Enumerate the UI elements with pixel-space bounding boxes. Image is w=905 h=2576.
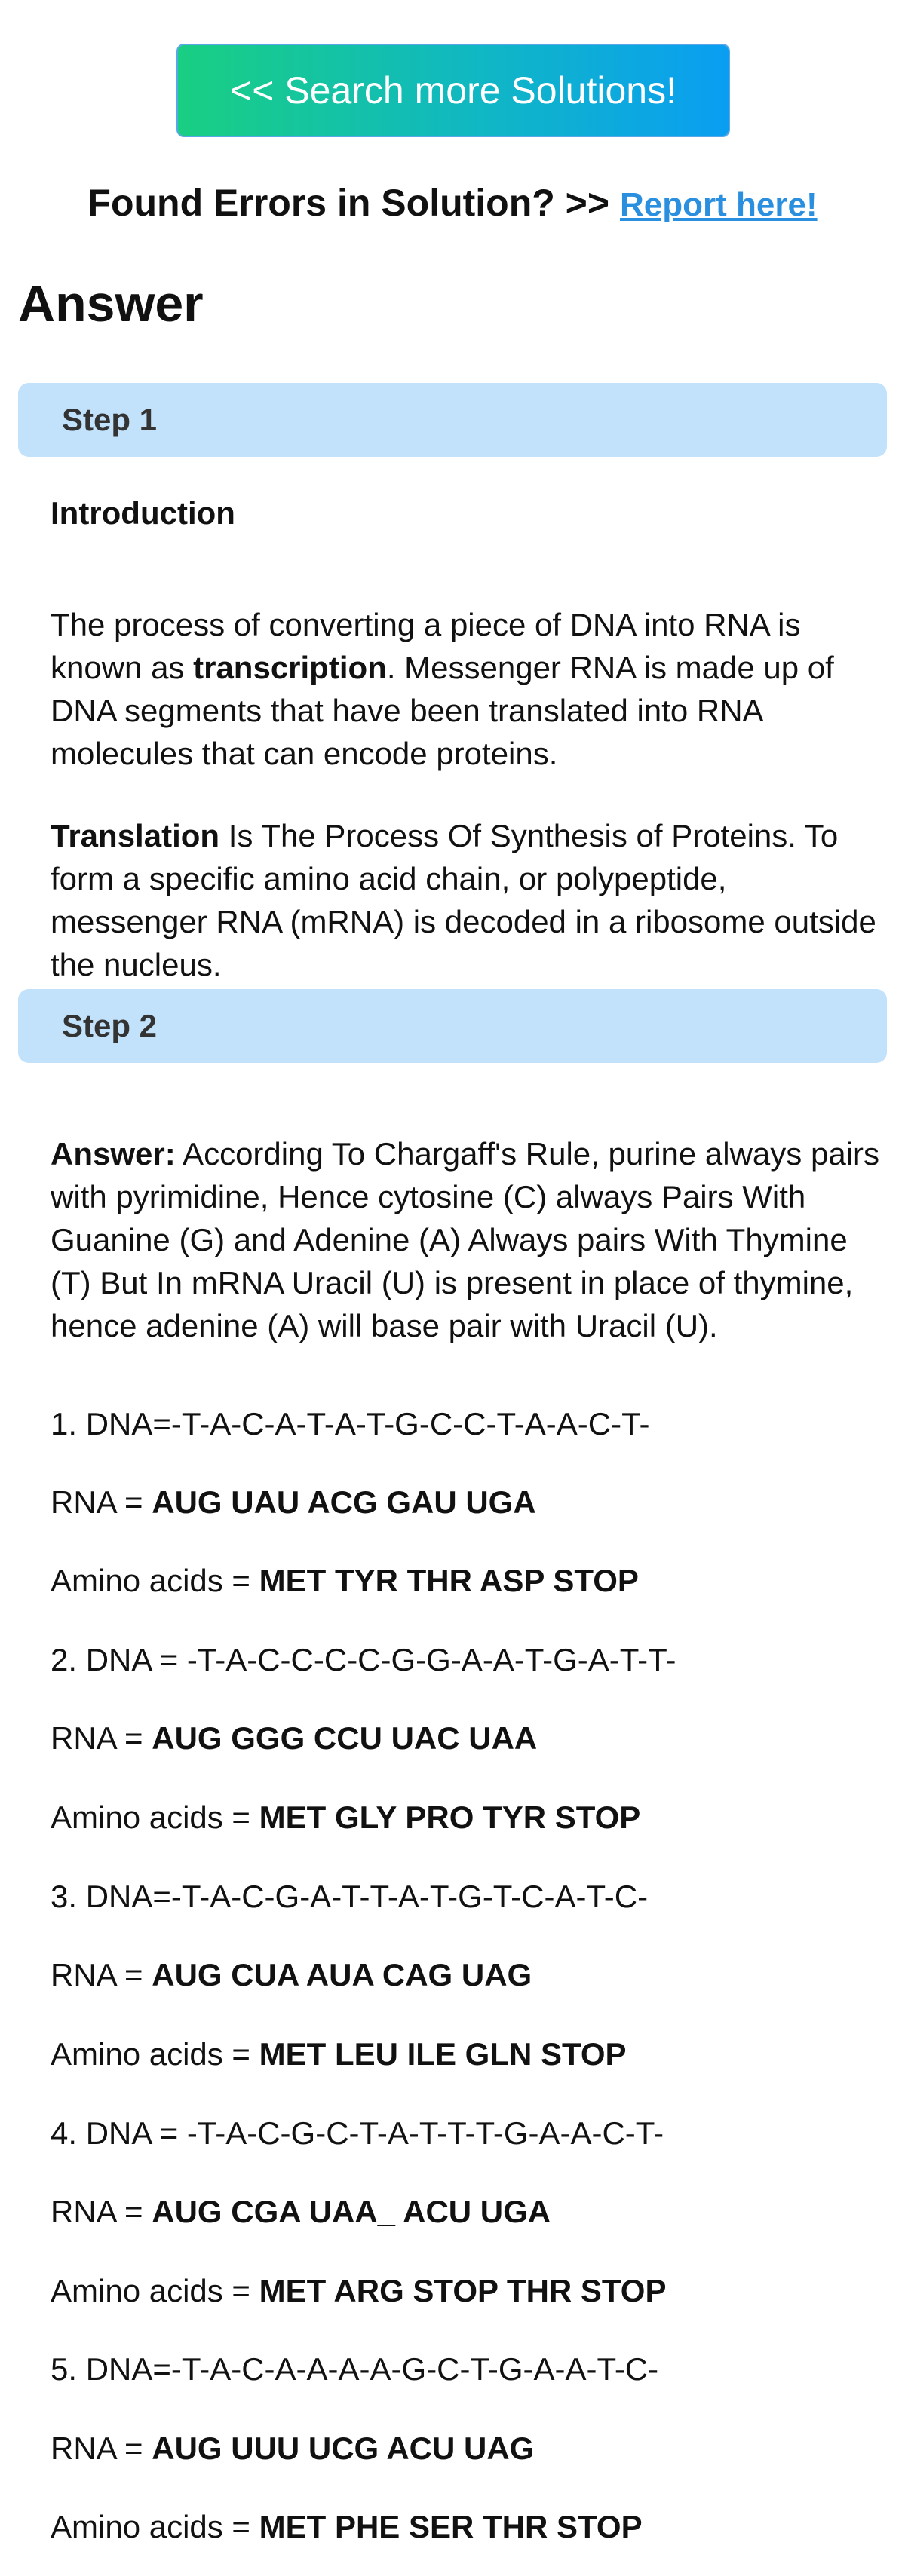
rna-label: RNA = bbox=[51, 1720, 152, 1756]
rna-label: RNA = bbox=[51, 2194, 152, 2229]
translation-term: Translation bbox=[51, 818, 220, 853]
para-text: . Messenger RNA is made up of DNA segments that have been translated into RNA molecules that can encode proteins. bbox=[51, 650, 834, 771]
rna-value: AUG GGG CCU UAC UAA bbox=[152, 1720, 538, 1756]
amino-acids-5 bbox=[51, 2505, 643, 2548]
para-text: Is The Process Of Synthesis of Proteins. To form a specific amino acid chain, or polypeptide, messenger RNA (mRNA) is decoded in a ribosome outside the nucleus. bbox=[51, 818, 876, 982]
amino-acids-label: Amino acids = bbox=[51, 2509, 259, 2544]
amino-acids-label: Amino acids = bbox=[51, 1563, 259, 1598]
introduction-title: Introduction bbox=[51, 495, 235, 531]
step-2-header: Step 2 bbox=[18, 989, 887, 1063]
translation-paragraph bbox=[51, 814, 888, 986]
amino-acids-value: MET TYR THR ASP STOP bbox=[259, 1563, 639, 1598]
transcription-paragraph bbox=[51, 603, 888, 775]
rna-label: RNA = bbox=[51, 1484, 152, 1520]
dna-sequence-1: 1. DNA=-T-A-C-A-T-A-T-G-C-C-T-A-A-C-T- bbox=[51, 1406, 650, 1441]
rna-sequence-5 bbox=[51, 2427, 534, 2470]
rna-sequence-4 bbox=[51, 2190, 551, 2233]
answer-paragraph bbox=[51, 1132, 888, 1347]
amino-acids-value: MET GLY PRO TYR STOP bbox=[259, 1800, 641, 1835]
rna-sequence-1 bbox=[51, 1481, 536, 1524]
amino-acids-3 bbox=[51, 2032, 627, 2075]
rna-label: RNA = bbox=[51, 1957, 152, 1992]
para-text: The process of converting a piece of DNA into RNA is known as bbox=[51, 607, 801, 685]
amino-acids-label: Amino acids = bbox=[51, 2036, 259, 2072]
rna-value: AUG UAU ACG GAU UGA bbox=[152, 1484, 536, 1520]
rna-sequence-3 bbox=[51, 1953, 532, 1996]
rna-value: AUG CUA AUA CAG UAG bbox=[152, 1957, 532, 1992]
search-more-solutions-button[interactable]: << Search more Solutions! bbox=[176, 44, 730, 137]
amino-acids-value: MET LEU ILE GLN STOP bbox=[259, 2036, 627, 2072]
amino-acids-label: Amino acids = bbox=[51, 1800, 259, 1835]
amino-acids-2 bbox=[51, 1796, 640, 1839]
step-1-header: Step 1 bbox=[18, 383, 887, 457]
dna-sequence-3: 3. DNA=-T-A-C-G-A-T-T-A-T-G-T-C-A-T-C- bbox=[51, 1879, 649, 1914]
found-errors-line bbox=[0, 181, 905, 225]
rna-label: RNA = bbox=[51, 2431, 152, 2466]
rna-value: AUG UUU UCG ACU UAG bbox=[152, 2431, 535, 2466]
transcription-term: transcription bbox=[193, 650, 387, 685]
report-here-link[interactable]: Report here! bbox=[620, 186, 818, 223]
amino-acids-4 bbox=[51, 2269, 667, 2312]
dna-sequence-5: 5. DNA=-T-A-C-A-A-A-A-G-C-T-G-A-A-T-C- bbox=[51, 2351, 659, 2387]
dna-sequence-2: 2. DNA = -T-A-C-C-C-C-G-G-A-A-T-G-A-T-T- bbox=[51, 1642, 676, 1677]
amino-acids-value: MET PHE SER THR STOP bbox=[259, 2509, 643, 2544]
rna-sequence-2 bbox=[51, 1717, 537, 1760]
amino-acids-label: Amino acids = bbox=[51, 2273, 259, 2308]
answer-label: Answer: bbox=[51, 1136, 176, 1172]
amino-acids-1 bbox=[51, 1559, 639, 1602]
amino-acids-value: MET ARG STOP THR STOP bbox=[259, 2273, 667, 2308]
answer-heading: Answer bbox=[18, 275, 204, 332]
answer-text: According To Chargaff's Rule, purine always pairs with pyrimidine, Hence cytosine (C) always Pairs With Guanine (G) and Adenine (A) Always pairs With Thymine (T) But In mRNA Uracil (U) is present in place of thymine, hence adenine (A) will base pair with Uracil (U). bbox=[51, 1136, 879, 1343]
dna-sequence-4: 4. DNA = -T-A-C-G-C-T-A-T-T-T-G-A-A-C-T- bbox=[51, 2115, 664, 2151]
found-errors-text: Found Errors in Solution? >> bbox=[87, 182, 610, 224]
rna-value: AUG CGA UAA_ ACU UGA bbox=[152, 2194, 551, 2229]
